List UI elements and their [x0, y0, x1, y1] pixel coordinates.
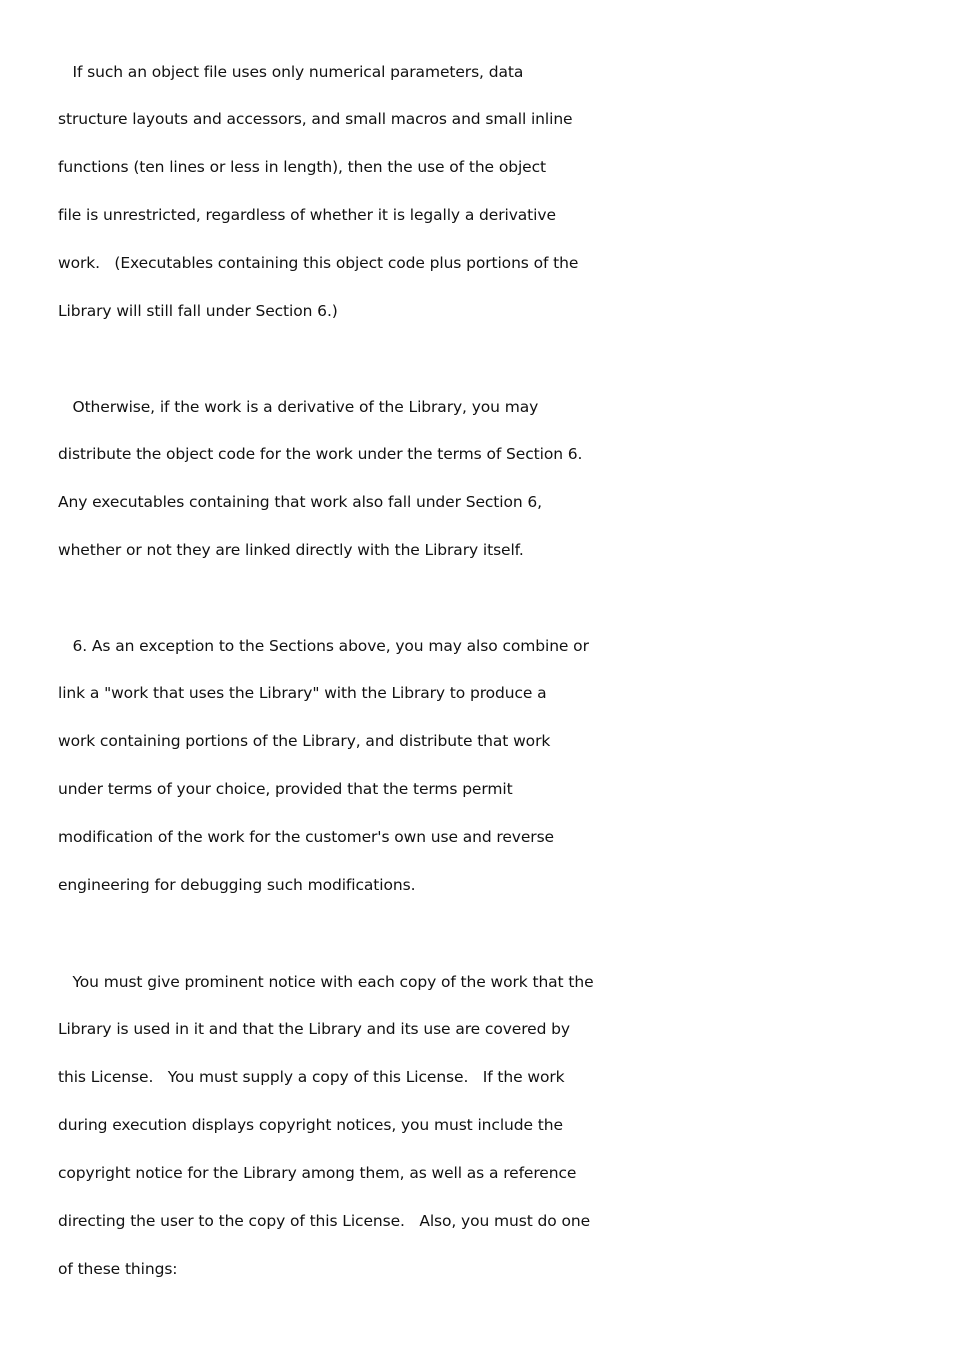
- text-line: If such an object file uses only numerical parameters, data: [58, 62, 524, 81]
- text-line: modification of the work for the customer's own use and reverse: [58, 828, 554, 847]
- text-line: structure layouts and accessors, and small macros and small inline: [58, 110, 573, 129]
- text-line: this License. You must supply a copy of this License. If the work: [58, 1068, 565, 1087]
- paragraph-prominent-notice: [58, 959, 594, 1294]
- text-line: link a "work that uses the Library" with the Library to produce a: [58, 684, 547, 703]
- paragraph-object-file-unrestricted: [58, 49, 578, 336]
- text-line: during execution displays copyright notices, you must include the: [58, 1116, 563, 1135]
- text-line: whether or not they are linked directly with the Library itself.: [58, 541, 524, 560]
- text-line: distribute the object code for the work under the terms of Section 6.: [58, 445, 583, 464]
- text-line: Library is used in it and that the Library and its use are covered by: [58, 1020, 570, 1039]
- text-line: functions (ten lines or less in length), then the use of the object: [58, 158, 546, 177]
- text-line: You must give prominent notice with each copy of the work that the: [58, 972, 594, 991]
- text-line: work. (Executables containing this object code plus portions of the: [58, 254, 579, 273]
- text-line: under terms of your choice, provided that the terms permit: [58, 780, 513, 799]
- text-line: file is unrestricted, regardless of whether it is legally a derivative: [58, 206, 556, 225]
- text-line: Library will still fall under Section 6.): [58, 301, 338, 320]
- text-line: Any executables containing that work also fall under Section 6,: [58, 493, 543, 512]
- paragraph-section-6-exception: [58, 623, 589, 910]
- text-line: Otherwise, if the work is a derivative of the Library, you may: [58, 397, 539, 416]
- paragraph-derivative-work: [58, 384, 582, 576]
- text-line: 6. As an exception to the Sections above, you may also combine or: [58, 636, 589, 655]
- document-page: [58, 0, 918, 1350]
- text-line: of these things:: [58, 1259, 178, 1278]
- text-line: directing the user to the copy of this License. Also, you must do one: [58, 1211, 591, 1230]
- text-line: engineering for debugging such modifications.: [58, 875, 416, 894]
- text-line: work containing portions of the Library, and distribute that work: [58, 732, 551, 751]
- text-line: copyright notice for the Library among them, as well as a reference: [58, 1164, 577, 1183]
